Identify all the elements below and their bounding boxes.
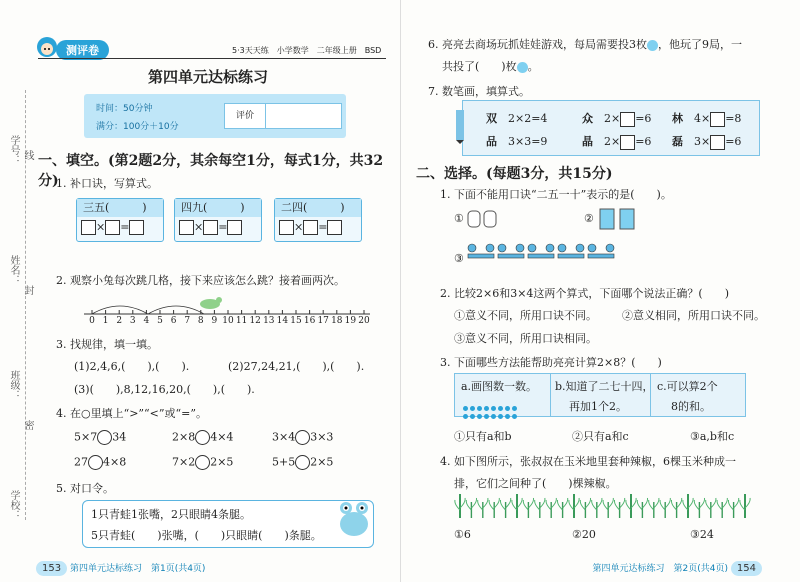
- stroke-item-6: [672, 133, 741, 150]
- blank-box[interactable]: [620, 135, 635, 150]
- mult-box-2: [174, 198, 262, 242]
- compare-1: [74, 430, 126, 445]
- q1-text: 1. 补口诀，写算式。: [56, 177, 158, 190]
- c4-line-2: 排，它们之间种了( )棵辣椒。: [454, 477, 617, 490]
- rabbit-icon: [200, 297, 222, 309]
- blank-box[interactable]: [203, 220, 218, 235]
- frog-box: [82, 500, 374, 548]
- method-c-line1: c.可以算2个: [657, 380, 718, 393]
- c3-methods-box: [454, 373, 746, 417]
- tick-label: 7: [184, 316, 191, 326]
- pepper-plant: [546, 498, 556, 518]
- corn-plant: [455, 494, 465, 518]
- left-footer: [36, 561, 205, 576]
- corn-plant: [683, 494, 693, 518]
- q6-text-c: 共投了( )枚: [442, 60, 517, 73]
- q6-line-1: [428, 36, 742, 52]
- q5-text: 5. 对口令。: [56, 482, 114, 495]
- char: 品: [486, 135, 497, 148]
- tick-label: 6: [170, 316, 177, 326]
- q3-part3: (3)( ),8,12,16,20,( ),( ).: [74, 383, 255, 396]
- compare-5: [172, 455, 233, 470]
- page-number-left: 153: [36, 561, 67, 576]
- compare-circle[interactable]: [88, 455, 103, 470]
- tick-label: 0: [89, 316, 95, 326]
- equation-right: =6: [725, 135, 742, 148]
- frog-line-1: 1只青蛙1张嘴，2只眼睛4条腿。: [91, 508, 251, 521]
- stroke-item-5: [582, 133, 651, 150]
- compare-circle[interactable]: [195, 455, 210, 470]
- frog-icon: [336, 496, 372, 540]
- rhyme-3: 二四( ): [275, 199, 361, 217]
- equation-row-1: × =: [77, 217, 163, 238]
- q4-text: 4. 在○里填上“>”“<”或“=”。: [56, 407, 207, 420]
- pepper-plant: [649, 498, 659, 518]
- compare-right: 4×8: [103, 455, 127, 469]
- tick-label: 14: [276, 316, 289, 326]
- pepper-plant: [614, 498, 624, 518]
- pepper-plant: [706, 498, 716, 518]
- compare-right: 2×5: [310, 455, 334, 469]
- pepper-plant: [660, 498, 670, 518]
- char: 林: [672, 112, 683, 125]
- tick-label: 18: [331, 316, 343, 326]
- blank-box[interactable]: [129, 220, 144, 235]
- dot: [463, 414, 468, 419]
- pencil-icon: [452, 108, 468, 144]
- compare-right: 2×5: [210, 455, 234, 469]
- q7-text: 7. 数笔画，填算式。: [428, 85, 530, 98]
- method-a: a.画图数一数。: [461, 380, 538, 393]
- pepper-plant: [489, 498, 499, 518]
- pepper-plant: [580, 498, 590, 518]
- compare-circle[interactable]: [195, 430, 210, 445]
- tick-label: 17: [317, 316, 329, 326]
- hands-icon: [466, 205, 500, 231]
- jump-arc: [148, 306, 204, 314]
- page-spine: [400, 0, 401, 582]
- pepper-plant: [523, 498, 533, 518]
- method-c-line2: 8的和。: [671, 400, 711, 413]
- pepper-plant: [603, 498, 613, 518]
- name-label: 姓名：: [8, 255, 19, 285]
- secret-mark: 密: [22, 420, 33, 430]
- q3-text: 3. 找规律，填一填。: [56, 338, 158, 351]
- char: 晶: [582, 135, 593, 148]
- corn-plant: [626, 494, 636, 518]
- dot: [491, 414, 496, 419]
- c4-line-1: 4. 如下图所示，张叔叔在玉米地里套种辣椒，6棵玉米种成一: [440, 455, 736, 468]
- corn-pepper-row-icon: [454, 492, 759, 520]
- pepper-plant: [694, 498, 704, 518]
- c4-option-1[interactable]: ①6: [454, 528, 471, 541]
- dot: [470, 414, 475, 419]
- page-title: 第四单元达标练习: [148, 68, 269, 86]
- c1-option-3[interactable]: ③: [454, 252, 464, 265]
- c2-option-2[interactable]: ②意义相同，所用口诀不同。: [622, 309, 765, 322]
- char: 双: [486, 112, 497, 125]
- section-fill-title: 一、填空。(第2题2分，其余每空1分，每式1分，共32分): [38, 153, 384, 189]
- tick-label: 1: [102, 316, 109, 326]
- q3-part1: (1)2,4,6,( ),( ).: [74, 360, 190, 373]
- compare-circle[interactable]: [295, 455, 310, 470]
- compare-right: 4×4: [210, 430, 234, 444]
- c3-option-3[interactable]: ③a,b和c: [690, 430, 735, 443]
- class-label: 班级：: [8, 370, 19, 400]
- coin-icon: [517, 62, 528, 73]
- compare-right: 3×3: [310, 430, 334, 444]
- tick-label: 16: [303, 316, 316, 326]
- equation-right: =8: [725, 112, 742, 125]
- c3-text: 3. 下面哪些方法能帮助亮亮计算2×8？( ): [440, 356, 662, 369]
- line-mark: 线: [22, 150, 33, 160]
- c3-option-2[interactable]: ②只有a和c: [572, 430, 629, 443]
- tick-label: 13: [263, 316, 275, 326]
- q6-text-b: ，他玩了9局，一: [658, 38, 742, 51]
- pepper-plant: [557, 498, 567, 518]
- right-page: [400, 0, 800, 582]
- blank-box[interactable]: [620, 112, 635, 127]
- tick-label: 10: [222, 316, 234, 326]
- corn-plant: [512, 494, 522, 518]
- c3-option-1[interactable]: ①只有a和b: [454, 430, 512, 443]
- dots-icon: [463, 396, 543, 412]
- school-label: 学校：: [8, 490, 19, 520]
- pepper-plant: [671, 498, 681, 518]
- equation-row-3: × =: [275, 217, 361, 238]
- equation-left: 3×: [694, 135, 711, 148]
- c2-option-3[interactable]: ③意义不同，所用口诀相同。: [454, 332, 597, 345]
- info-panel: [84, 94, 346, 138]
- tick-label: 3: [129, 316, 136, 326]
- cups-icon: [598, 205, 638, 231]
- compare-right: 34: [112, 430, 127, 444]
- equation-left: 4×: [694, 112, 711, 125]
- tick-label: 2: [116, 316, 123, 326]
- corn-plant: [740, 494, 750, 518]
- blank-box[interactable]: [105, 220, 120, 235]
- blank-box[interactable]: [327, 220, 342, 235]
- compare-3: [272, 430, 333, 445]
- seesaw-kids-icon: [466, 240, 616, 270]
- compare-circle[interactable]: [97, 430, 112, 445]
- tick-label: 8: [197, 316, 204, 326]
- equation: 2×2=4: [508, 112, 548, 125]
- compare-left: 5+5: [272, 455, 296, 469]
- tick-label: 19: [344, 316, 357, 326]
- pepper-plant: [717, 498, 727, 518]
- method-b-line1: b.知道了二七十四，: [555, 380, 654, 393]
- left-footer-text: 第四单元达标练习 第1页(共4页): [69, 564, 206, 574]
- c4-option-2[interactable]: ②20: [572, 528, 596, 541]
- right-footer: [593, 561, 762, 576]
- c1-option-2[interactable]: ②: [584, 212, 594, 225]
- dot: [505, 414, 510, 419]
- c1-option-1[interactable]: ①: [454, 212, 464, 225]
- pepper-plant: [592, 498, 602, 518]
- blank-box[interactable]: [710, 112, 725, 127]
- full-score: 满分：100分＋10分: [96, 122, 179, 132]
- evaluation-box: [224, 103, 342, 129]
- blank-box[interactable]: [81, 220, 96, 235]
- pepper-plant: [535, 498, 545, 518]
- compare-left: 3×4: [272, 430, 296, 444]
- pepper-plant: [728, 498, 738, 518]
- compare-left: 27: [74, 455, 88, 469]
- equation-left: 2×: [604, 112, 621, 125]
- binding-gutter: [0, 0, 34, 582]
- tick-label: 11: [235, 316, 248, 326]
- tick-label: 4: [143, 316, 150, 326]
- compare-left: 5×7: [74, 430, 98, 444]
- c4-option-3[interactable]: ③24: [690, 528, 714, 541]
- blank-box[interactable]: [303, 220, 318, 235]
- dot: [477, 414, 482, 419]
- compare-left: 7×2: [172, 455, 196, 469]
- series-info: 5·3天天练 小学数学 二年级上册 BSD: [232, 46, 382, 55]
- pepper-plant: [478, 498, 488, 518]
- c2-text: 2. 比较2×6和3×4这两个算式，下面哪个说法正确？( ): [440, 287, 730, 300]
- tick-label: 20: [358, 316, 370, 326]
- mult-box-3: [274, 198, 362, 242]
- page-number-right: 154: [731, 561, 762, 576]
- student-number-label: 学号：: [8, 135, 19, 165]
- rhyme-1: 三五( ): [77, 199, 163, 217]
- compare-4: [74, 455, 126, 470]
- divider: [550, 374, 551, 416]
- jump-arc: [92, 306, 148, 314]
- blank-box[interactable]: [179, 220, 194, 235]
- blank-box[interactable]: [279, 220, 294, 235]
- header-rule: [38, 58, 386, 59]
- right-footer-text: 第四单元达标练习 第2页(共4页): [592, 564, 729, 574]
- corn-plant: [569, 494, 579, 518]
- frog-line-2: 5只青蛙( )张嘴，( )只眼睛( )条腿。: [91, 529, 322, 542]
- q3-part2: (2)27,24,21,( ),( ).: [228, 360, 365, 373]
- seal-mark: 封: [22, 285, 33, 295]
- method-b-line2: 再加1个2。: [569, 400, 627, 413]
- tick-label: 5: [157, 316, 163, 326]
- equation-right: =6: [635, 112, 652, 125]
- equation-left: 2×: [604, 135, 621, 148]
- evaluation-label: 评价: [225, 104, 266, 128]
- q6-text-d: 。: [527, 60, 539, 73]
- char: 众: [582, 112, 593, 125]
- stroke-item-2: [582, 110, 651, 127]
- pepper-plant: [466, 498, 476, 518]
- dot: [484, 414, 489, 419]
- char: 磊: [672, 135, 683, 148]
- pepper-plant: [500, 498, 510, 518]
- compare-6: [272, 455, 333, 470]
- compare-2: [172, 430, 233, 445]
- kid-mascot-icon: [36, 36, 58, 58]
- coin-icon: [647, 40, 658, 51]
- c1-text: 1. 下面不能用口诀“二五一十”表示的是( )。: [440, 188, 672, 201]
- equation: 3×3=9: [508, 135, 548, 148]
- q6-line-2: [442, 58, 539, 74]
- dot: [498, 414, 503, 419]
- test-badge: 测评卷: [56, 40, 109, 60]
- stroke-item-4: [486, 133, 547, 149]
- rhyme-2: 四九( ): [175, 199, 261, 217]
- blank-box[interactable]: [710, 135, 725, 150]
- tick-label: 9: [211, 316, 218, 326]
- c2-option-1[interactable]: ①意义不同，所用口诀不同。: [454, 309, 597, 322]
- pepper-plant: [637, 498, 647, 518]
- tick-label: 15: [290, 316, 302, 326]
- compare-left: 2×8: [172, 430, 196, 444]
- equation-right: =6: [635, 135, 652, 148]
- stroke-item-3: [672, 110, 741, 127]
- dot: [512, 414, 517, 419]
- compare-circle[interactable]: [295, 430, 310, 445]
- section-choice-title: 二、选择。(每题3分，共15分): [416, 166, 613, 182]
- equation-row-2: × =: [175, 217, 261, 238]
- stroke-item-1: [486, 110, 547, 126]
- tick-label: 12: [249, 316, 261, 326]
- q2-text: 2. 观察小兔每次跳几格，接下来应该怎么跳？接着画两次。: [56, 274, 345, 287]
- time-limit: 时间：50分钟: [96, 104, 153, 114]
- mult-box-1: [76, 198, 164, 242]
- q6-text-a: 6. 亮亮去商场玩抓娃娃游戏，每局需要投3枚: [428, 38, 647, 51]
- blank-box[interactable]: [227, 220, 242, 235]
